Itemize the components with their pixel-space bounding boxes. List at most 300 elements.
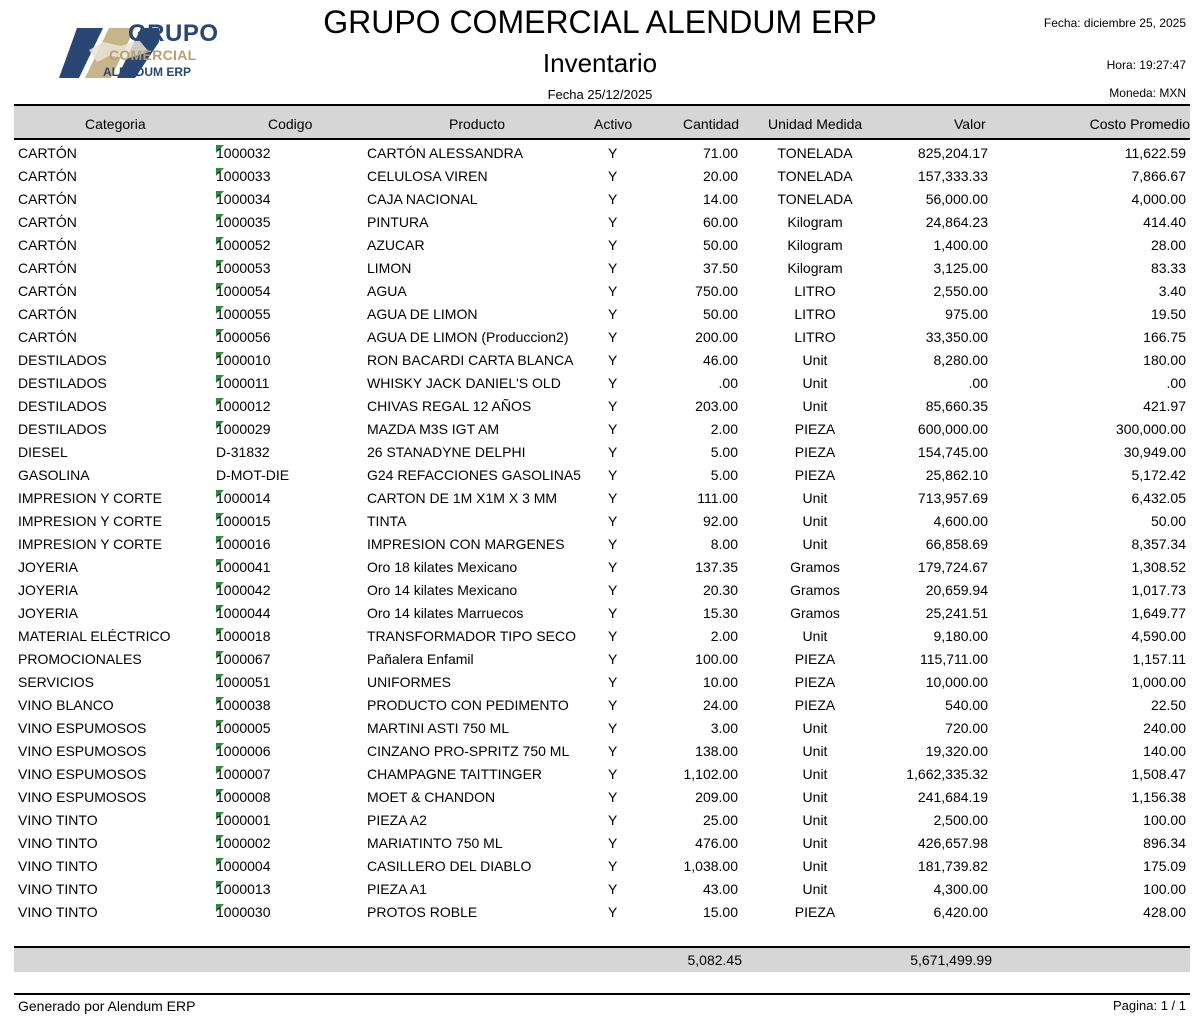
row-codigo: 1000008 bbox=[216, 789, 271, 805]
row-costo-promedio: 11,622.59 bbox=[1124, 145, 1186, 161]
row-unidad: Kilogram bbox=[787, 260, 843, 276]
row-unidad: Unit bbox=[802, 513, 828, 529]
row-valor: 33,350.00 bbox=[925, 329, 988, 345]
table-row bbox=[0, 625, 1200, 648]
row-unidad: Unit bbox=[802, 375, 828, 391]
table-row bbox=[0, 855, 1200, 878]
table-row bbox=[0, 694, 1200, 717]
row-categoria: DESTILADOS bbox=[18, 421, 107, 437]
row-valor: 2,500.00 bbox=[933, 812, 988, 828]
row-valor: 25,862.10 bbox=[925, 467, 988, 483]
row-categoria: IMPRESION Y CORTE bbox=[18, 536, 162, 552]
row-cantidad: 5.00 bbox=[710, 444, 738, 460]
row-categoria: GASOLINA bbox=[18, 467, 90, 483]
row-cantidad: 15.00 bbox=[702, 904, 738, 920]
meta-hora: Hora: 19:27:47 bbox=[1106, 58, 1186, 72]
row-categoria: CARTÓN bbox=[18, 237, 77, 253]
row-cantidad: 50.00 bbox=[702, 237, 738, 253]
row-activo: Y bbox=[608, 628, 618, 644]
row-activo: Y bbox=[608, 398, 618, 414]
table-row bbox=[0, 717, 1200, 740]
table-row bbox=[0, 464, 1200, 487]
row-activo: Y bbox=[608, 467, 618, 483]
row-producto: AGUA bbox=[367, 283, 407, 299]
row-cantidad: 20.00 bbox=[702, 168, 738, 184]
row-categoria: CARTÓN bbox=[18, 145, 77, 161]
row-categoria: CARTÓN bbox=[18, 260, 77, 276]
row-cantidad: 203.00 bbox=[695, 398, 738, 414]
row-valor: 19,320.00 bbox=[925, 743, 988, 759]
row-producto: MARIATINTO 750 ML bbox=[367, 835, 503, 851]
row-codigo: D-31832 bbox=[216, 444, 270, 460]
row-costo-promedio: 240.00 bbox=[1143, 720, 1186, 736]
row-valor: .00 bbox=[968, 375, 988, 391]
table-row bbox=[0, 257, 1200, 280]
table-row bbox=[0, 671, 1200, 694]
logo-text-grupo: GRUPO bbox=[128, 20, 219, 47]
row-valor: 3,125.00 bbox=[933, 260, 988, 276]
row-codigo: 1000044 bbox=[216, 605, 271, 621]
row-unidad: TONELADA bbox=[777, 191, 853, 207]
table-row bbox=[0, 211, 1200, 234]
row-cantidad: 92.00 bbox=[702, 513, 738, 529]
row-producto: Pañalera Enfamil bbox=[367, 651, 474, 667]
row-categoria: CARTÓN bbox=[18, 214, 77, 230]
row-categoria: VINO BLANCO bbox=[18, 697, 114, 713]
row-costo-promedio: 414.40 bbox=[1143, 214, 1186, 230]
row-unidad: PIEZA bbox=[794, 444, 836, 460]
table-row bbox=[0, 602, 1200, 625]
table-row bbox=[0, 510, 1200, 533]
report-subtitle: Inventario bbox=[542, 48, 658, 78]
row-valor: 540.00 bbox=[945, 697, 988, 713]
table-row bbox=[0, 188, 1200, 211]
row-unidad: Unit bbox=[802, 858, 828, 874]
row-codigo: 1000014 bbox=[216, 490, 271, 506]
row-valor: 154,745.00 bbox=[917, 444, 988, 460]
row-unidad: PIEZA bbox=[794, 467, 836, 483]
row-categoria: VINO TINTO bbox=[18, 858, 98, 874]
row-activo: Y bbox=[608, 237, 618, 253]
row-activo: Y bbox=[608, 789, 618, 805]
row-costo-promedio: 166.75 bbox=[1143, 329, 1186, 345]
row-codigo: 1000052 bbox=[216, 237, 271, 253]
row-cantidad: 2.00 bbox=[710, 421, 738, 437]
row-activo: Y bbox=[608, 858, 618, 874]
row-valor: 6,420.00 bbox=[933, 904, 988, 920]
row-activo: Y bbox=[608, 329, 618, 345]
row-unidad: PIEZA bbox=[794, 421, 836, 437]
row-categoria: JOYERIA bbox=[18, 559, 78, 575]
row-cantidad: .00 bbox=[718, 375, 738, 391]
row-codigo: 1000033 bbox=[216, 168, 271, 184]
row-producto: IMPRESION CON MARGENES bbox=[367, 536, 565, 552]
row-codigo: 1000006 bbox=[216, 743, 271, 759]
row-costo-promedio: 7,866.67 bbox=[1131, 168, 1186, 184]
row-cantidad: 2.00 bbox=[710, 628, 738, 644]
row-activo: Y bbox=[608, 444, 618, 460]
header-unidad: Unidad Medida bbox=[768, 116, 863, 132]
row-costo-promedio: 6,432.05 bbox=[1131, 490, 1186, 506]
row-activo: Y bbox=[608, 490, 618, 506]
row-costo-promedio: 28.00 bbox=[1150, 237, 1186, 253]
row-unidad: TONELADA bbox=[777, 145, 853, 161]
row-activo: Y bbox=[608, 835, 618, 851]
row-producto: RON BACARDI CARTA BLANCA bbox=[367, 352, 574, 368]
row-valor: 56,000.00 bbox=[925, 191, 988, 207]
row-cantidad: 1,038.00 bbox=[683, 858, 738, 874]
row-unidad: Kilogram bbox=[787, 214, 843, 230]
row-codigo: 1000056 bbox=[216, 329, 271, 345]
row-unidad: Unit bbox=[802, 766, 828, 782]
row-categoria: VINO ESPUMOSOS bbox=[18, 720, 147, 736]
row-codigo: 1000001 bbox=[216, 812, 271, 828]
row-codigo: 1000011 bbox=[216, 375, 270, 391]
row-costo-promedio: 140.00 bbox=[1143, 743, 1186, 759]
row-codigo: 1000007 bbox=[216, 766, 271, 782]
row-costo-promedio: 8,357.34 bbox=[1131, 536, 1186, 552]
row-activo: Y bbox=[608, 605, 618, 621]
row-activo: Y bbox=[608, 674, 618, 690]
row-cantidad: 138.00 bbox=[695, 743, 738, 759]
row-codigo: 1000005 bbox=[216, 720, 271, 736]
report-date: Fecha 25/12/2025 bbox=[547, 87, 653, 102]
row-unidad: Unit bbox=[802, 628, 828, 644]
row-activo: Y bbox=[608, 743, 618, 759]
row-unidad: Unit bbox=[802, 789, 828, 805]
row-costo-promedio: 1,157.11 bbox=[1132, 651, 1186, 667]
row-categoria: JOYERIA bbox=[18, 605, 78, 621]
row-costo-promedio: 5,172.42 bbox=[1131, 467, 1186, 483]
row-cantidad: 10.00 bbox=[702, 674, 738, 690]
report-title: GRUPO COMERCIAL ALENDUM ERP bbox=[323, 4, 877, 40]
table-row bbox=[0, 280, 1200, 303]
table-row bbox=[0, 901, 1200, 924]
row-producto: UNIFORMES bbox=[367, 674, 451, 690]
row-codigo: 1000010 bbox=[216, 352, 271, 368]
row-activo: Y bbox=[608, 697, 618, 713]
row-categoria: JOYERIA bbox=[18, 582, 78, 598]
totals-row bbox=[14, 948, 1190, 972]
row-cantidad: 200.00 bbox=[695, 329, 738, 345]
row-codigo: 1000030 bbox=[216, 904, 271, 920]
row-activo: Y bbox=[608, 260, 618, 276]
row-unidad: Gramos bbox=[790, 582, 840, 598]
table-row bbox=[0, 303, 1200, 326]
row-costo-promedio: 22.50 bbox=[1150, 697, 1186, 713]
header-costo-promedio: Costo Promedio bbox=[1089, 116, 1190, 132]
row-costo-promedio: 1,000.00 bbox=[1131, 674, 1186, 690]
row-unidad: Unit bbox=[802, 720, 828, 736]
row-codigo: 1000054 bbox=[216, 283, 271, 299]
row-producto: Oro 18 kilates Mexicano bbox=[367, 559, 518, 575]
row-producto: PROTOS ROBLE bbox=[367, 904, 478, 920]
row-codigo: 1000015 bbox=[216, 513, 271, 529]
row-activo: Y bbox=[608, 720, 618, 736]
row-valor: 825,204.17 bbox=[917, 145, 988, 161]
row-activo: Y bbox=[608, 536, 618, 552]
row-activo: Y bbox=[608, 582, 618, 598]
row-unidad: TONELADA bbox=[777, 168, 853, 184]
header-codigo: Codigo bbox=[268, 116, 313, 132]
row-unidad: Unit bbox=[802, 490, 828, 506]
row-costo-promedio: 896.34 bbox=[1143, 835, 1186, 851]
table-body bbox=[0, 142, 1200, 924]
footer-divider bbox=[14, 993, 1190, 995]
row-codigo: 1000067 bbox=[216, 651, 271, 667]
row-costo-promedio: .00 bbox=[1166, 375, 1186, 391]
row-producto: MOET & CHANDON bbox=[367, 789, 496, 805]
row-valor: 426,657.98 bbox=[917, 835, 988, 851]
table-row bbox=[0, 418, 1200, 441]
row-costo-promedio: 83.33 bbox=[1150, 260, 1186, 276]
row-costo-promedio: 1,508.47 bbox=[1131, 766, 1186, 782]
row-valor: 25,241.51 bbox=[925, 605, 988, 621]
row-categoria: DIESEL bbox=[18, 444, 68, 460]
row-valor: 115,711.00 bbox=[920, 651, 988, 667]
row-unidad: PIEZA bbox=[794, 904, 836, 920]
row-producto: PRODUCTO CON PEDIMENTO bbox=[367, 697, 569, 713]
row-producto: CINZANO PRO-SPRITZ 750 ML bbox=[367, 743, 570, 759]
row-activo: Y bbox=[608, 513, 618, 529]
row-unidad: Unit bbox=[802, 352, 828, 368]
row-activo: Y bbox=[608, 881, 618, 897]
row-unidad: Unit bbox=[802, 536, 828, 552]
row-unidad: Unit bbox=[802, 835, 828, 851]
row-unidad: LITRO bbox=[794, 283, 836, 299]
row-codigo: 1000051 bbox=[216, 674, 271, 690]
header-cantidad: Cantidad bbox=[683, 116, 740, 132]
table-row bbox=[0, 349, 1200, 372]
row-categoria: DESTILADOS bbox=[18, 398, 107, 414]
row-valor: 24,864.23 bbox=[925, 214, 988, 230]
row-producto: AGUA DE LIMON (Produccion2) bbox=[367, 329, 569, 345]
row-cantidad: 1,102.00 bbox=[683, 766, 738, 782]
row-producto: 26 STANADYNE DELPHI bbox=[367, 444, 526, 460]
row-activo: Y bbox=[608, 283, 618, 299]
footer-generated: Generado por Alendum ERP bbox=[18, 998, 196, 1014]
row-cantidad: 60.00 bbox=[702, 214, 738, 230]
row-codigo: 1000053 bbox=[216, 260, 271, 276]
row-codigo: 1000055 bbox=[216, 306, 271, 322]
row-codigo: 1000034 bbox=[216, 191, 271, 207]
row-valor: 1,662,335.32 bbox=[906, 766, 988, 782]
row-categoria: DESTILADOS bbox=[18, 375, 107, 391]
row-unidad: Unit bbox=[802, 881, 828, 897]
row-codigo: 1000016 bbox=[216, 536, 271, 552]
row-unidad: LITRO bbox=[794, 329, 836, 345]
row-valor: 20,659.94 bbox=[925, 582, 988, 598]
row-valor: 157,333.33 bbox=[917, 168, 988, 184]
row-activo: Y bbox=[608, 306, 618, 322]
row-cantidad: 15.30 bbox=[702, 605, 738, 621]
meta-moneda: Moneda: MXN bbox=[1109, 86, 1186, 100]
row-categoria: CARTÓN bbox=[18, 283, 77, 299]
row-costo-promedio: 1,017.73 bbox=[1131, 582, 1186, 598]
row-valor: 8,280.00 bbox=[933, 352, 988, 368]
row-producto: CHAMPAGNE TAITTINGER bbox=[367, 766, 543, 782]
row-codigo: 1000032 bbox=[216, 145, 271, 161]
row-categoria: CARTÓN bbox=[18, 306, 77, 322]
row-producto: CAJA NACIONAL bbox=[367, 191, 478, 207]
row-categoria: VINO ESPUMOSOS bbox=[18, 743, 147, 759]
row-costo-promedio: 300,000.00 bbox=[1115, 421, 1186, 437]
row-producto: TINTA bbox=[367, 513, 407, 529]
row-producto: CHIVAS REGAL 12 AÑOS bbox=[367, 398, 532, 414]
table-row bbox=[0, 648, 1200, 671]
row-categoria: PROMOCIONALES bbox=[18, 651, 142, 667]
row-codigo: 1000012 bbox=[216, 398, 271, 414]
row-valor: 181,739.82 bbox=[917, 858, 988, 874]
meta-fecha: Fecha: diciembre 25, 2025 bbox=[1043, 16, 1186, 30]
row-activo: Y bbox=[608, 766, 618, 782]
row-valor: 720.00 bbox=[945, 720, 988, 736]
row-costo-promedio: 100.00 bbox=[1143, 881, 1186, 897]
row-cantidad: 46.00 bbox=[702, 352, 738, 368]
row-valor: 66,858.69 bbox=[925, 536, 988, 552]
row-costo-promedio: 3.40 bbox=[1158, 283, 1186, 299]
row-producto: CARTÓN ALESSANDRA bbox=[367, 145, 524, 161]
row-unidad: Unit bbox=[802, 398, 828, 414]
total-valor: 5,671,499.99 bbox=[910, 952, 992, 968]
row-categoria: VINO ESPUMOSOS bbox=[18, 789, 147, 805]
row-activo: Y bbox=[608, 214, 618, 230]
row-activo: Y bbox=[608, 812, 618, 828]
row-costo-promedio: 421.97 bbox=[1143, 398, 1186, 414]
row-valor: 2,550.00 bbox=[933, 283, 988, 299]
row-unidad: Unit bbox=[802, 812, 828, 828]
row-categoria: DESTILADOS bbox=[18, 352, 107, 368]
row-valor: 1,400.00 bbox=[933, 237, 988, 253]
row-categoria: MATERIAL ELÉCTRICO bbox=[18, 628, 171, 644]
row-valor: 241,684.19 bbox=[917, 789, 988, 805]
row-cantidad: 24.00 bbox=[702, 697, 738, 713]
row-cantidad: 37.50 bbox=[702, 260, 738, 276]
table-header bbox=[14, 104, 1190, 140]
row-categoria: IMPRESION Y CORTE bbox=[18, 490, 162, 506]
header-activo: Activo bbox=[594, 116, 633, 132]
row-valor: 10,000.00 bbox=[925, 674, 988, 690]
row-valor: 4,300.00 bbox=[933, 881, 988, 897]
header-valor: Valor bbox=[954, 116, 986, 132]
row-codigo: 1000042 bbox=[216, 582, 271, 598]
row-producto: MARTINI ASTI 750 ML bbox=[367, 720, 510, 736]
row-producto: CASILLERO DEL DIABLO bbox=[367, 858, 532, 874]
row-cantidad: 137.35 bbox=[695, 559, 738, 575]
row-costo-promedio: 4,000.00 bbox=[1131, 191, 1186, 207]
row-cantidad: 476.00 bbox=[695, 835, 738, 851]
table-row bbox=[0, 441, 1200, 464]
table-row bbox=[0, 878, 1200, 901]
row-unidad: Kilogram bbox=[787, 237, 843, 253]
row-valor: 9,180.00 bbox=[933, 628, 988, 644]
row-activo: Y bbox=[608, 651, 618, 667]
row-costo-promedio: 50.00 bbox=[1150, 513, 1186, 529]
row-cantidad: 20.30 bbox=[702, 582, 738, 598]
row-unidad: PIEZA bbox=[794, 674, 836, 690]
row-activo: Y bbox=[608, 191, 618, 207]
row-producto: CELULOSA VIREN bbox=[367, 168, 488, 184]
row-categoria: IMPRESION Y CORTE bbox=[18, 513, 162, 529]
row-activo: Y bbox=[608, 375, 618, 391]
row-unidad: LITRO bbox=[794, 306, 836, 322]
row-cantidad: 43.00 bbox=[702, 881, 738, 897]
table-row bbox=[0, 487, 1200, 510]
total-cantidad: 5,082.45 bbox=[687, 952, 742, 968]
header-producto: Producto bbox=[449, 116, 506, 132]
row-cantidad: 25.00 bbox=[702, 812, 738, 828]
row-activo: Y bbox=[608, 904, 618, 920]
row-unidad: PIEZA bbox=[794, 651, 836, 667]
row-categoria: CARTÓN bbox=[18, 191, 77, 207]
row-activo: Y bbox=[608, 352, 618, 368]
row-categoria: SERVICIOS bbox=[18, 674, 94, 690]
row-costo-promedio: 30,949.00 bbox=[1123, 444, 1186, 460]
table-row bbox=[0, 763, 1200, 786]
table-row bbox=[0, 556, 1200, 579]
row-codigo: 1000013 bbox=[216, 881, 271, 897]
row-producto: CARTON DE 1M X1M X 3 MM bbox=[367, 490, 558, 506]
header-categoria: Categoria bbox=[85, 116, 146, 132]
row-producto: G24 REFACCIONES GASOLINA5 bbox=[367, 467, 581, 483]
table-row bbox=[0, 326, 1200, 349]
row-codigo: 1000029 bbox=[216, 421, 271, 437]
row-cantidad: 100.00 bbox=[695, 651, 738, 667]
table-row bbox=[0, 372, 1200, 395]
row-costo-promedio: 1,156.38 bbox=[1131, 789, 1186, 805]
row-activo: Y bbox=[608, 421, 618, 437]
footer-page-number: Pagina: 1 / 1 bbox=[1113, 998, 1186, 1013]
logo-text-alendum: ALENDUM ERP bbox=[103, 65, 192, 79]
row-cantidad: 14.00 bbox=[702, 191, 738, 207]
row-activo: Y bbox=[608, 559, 618, 575]
row-codigo: 1000018 bbox=[216, 628, 271, 644]
row-categoria: VINO TINTO bbox=[18, 881, 98, 897]
row-costo-promedio: 1,308.52 bbox=[1131, 559, 1186, 575]
row-cantidad: 8.00 bbox=[710, 536, 738, 552]
row-cantidad: 71.00 bbox=[702, 145, 738, 161]
row-valor: 85,660.35 bbox=[925, 398, 988, 414]
row-cantidad: 3.00 bbox=[710, 720, 738, 736]
row-producto: AGUA DE LIMON bbox=[367, 306, 478, 322]
row-codigo: 1000035 bbox=[216, 214, 271, 230]
row-cantidad: 750.00 bbox=[695, 283, 738, 299]
table-row bbox=[0, 142, 1200, 165]
row-costo-promedio: 180.00 bbox=[1143, 352, 1186, 368]
row-codigo: 1000004 bbox=[216, 858, 271, 874]
table-row bbox=[0, 786, 1200, 809]
row-categoria: CARTÓN bbox=[18, 168, 77, 184]
row-producto: WHISKY JACK DANIEL'S OLD bbox=[367, 375, 561, 391]
row-costo-promedio: 19.50 bbox=[1150, 306, 1186, 322]
row-cantidad: 50.00 bbox=[702, 306, 738, 322]
row-categoria: CARTÓN bbox=[18, 329, 77, 345]
table-row bbox=[0, 740, 1200, 763]
row-valor: 600,000.00 bbox=[917, 421, 988, 437]
table-row bbox=[0, 533, 1200, 556]
row-producto: PIEZA A2 bbox=[367, 812, 427, 828]
table-row bbox=[0, 579, 1200, 602]
table-row bbox=[0, 234, 1200, 257]
row-unidad: Gramos bbox=[790, 605, 840, 621]
row-costo-promedio: 428.00 bbox=[1143, 904, 1186, 920]
row-categoria: VINO TINTO bbox=[18, 904, 98, 920]
row-codigo: D-MOT-DIE bbox=[216, 467, 290, 483]
row-codigo: 1000041 bbox=[216, 559, 271, 575]
table-row bbox=[0, 809, 1200, 832]
row-producto: Oro 14 kilates Mexicano bbox=[367, 582, 518, 598]
row-codigo: 1000002 bbox=[216, 835, 271, 851]
